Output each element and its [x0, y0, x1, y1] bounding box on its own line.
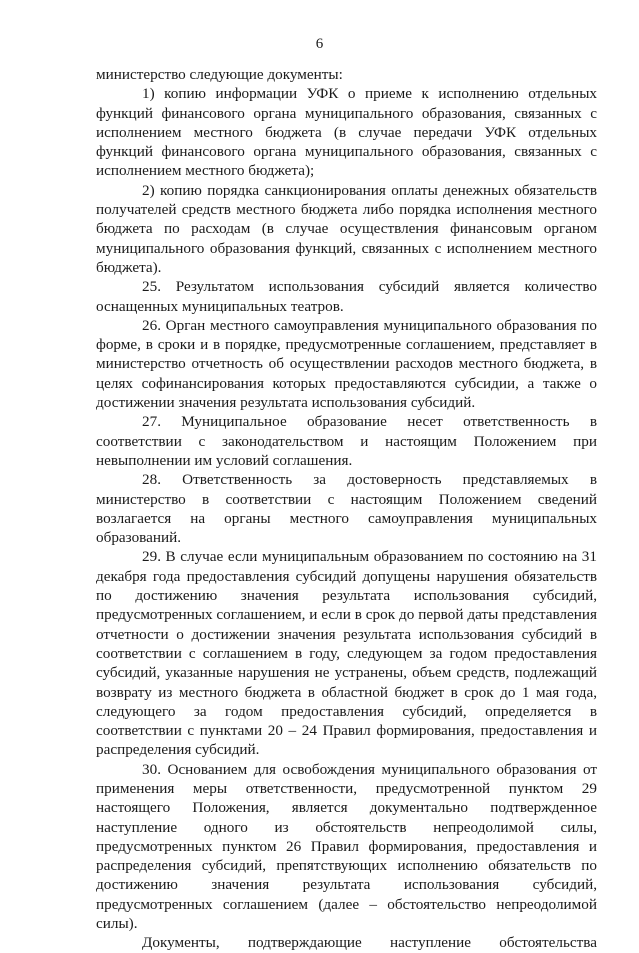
paragraph-28: 28. Ответственность за достоверность представляемых в министерство в соответствии с настоящим Положением сведений возлагается на органы местного самоуправления муниципальных образований. — [96, 471, 597, 547]
paragraph-30: 30. Основанием для освобождения муниципального образования от применения меры ответственности, предусмотренной пунктом 29 настоящего Положения, является документально подтвержденное наступление одного из обстоятельств непреодолимой силы, предусмотренных пунктом 26 Правил формирования, предоставления и распределения субсидий, препятствующих исполнению обязательств по достижению значения результата использования субсидий, предусмотренных соглашением (далее – обстоятельство непреодолимой силы). — [96, 760, 597, 933]
paragraph-item-1: 1) копию информации УФК о приеме к исполнению отдельных функций финансового органа муниципального образования, связанных с исполнением местного бюджета (в случае передачи УФК отдельных функций финансового органа муниципального образования, связанных с исполнением местного бюджета); — [96, 85, 597, 180]
paragraph-29: 29. В случае если муниципальным образованием по состоянию на 31 декабря года предоставления субсидий допущены нарушения обязательств по достижению значения результата использования субсидий, предусмотренных соглашением, и если в срок до первой даты представления отчетности о достижении значения результата использования субсидий в соответствии с соглашением в году, следующем за годом предоставления субсидий, указанные нарушения не устранены, объем средств, подлежащий возврату из местного бюджета в областной бюджет в срок до 1 мая года, следующего за годом предоставления субсидий, определяется в соответствии с пунктами 20 – 24 Правил формирования, предоставления и распределения субсидий. — [96, 548, 597, 759]
paragraph-intro: министерство следующие документы: — [96, 66, 343, 83]
paragraph-26: 26. Орган местного самоуправления муниципального образования по форме, в сроки и в порядке, предусмотренные соглашением, представляет в министерство отчетность об осуществлении расходов местного бюджета, в целях софинансирования которых предоставляются субсидии, а также о достижении значения результата использования субсидий. — [96, 316, 597, 412]
paragraph-item-2: 2) копию порядка санкционирования оплаты денежных обязательств получателей средств местного бюджета либо порядка исполнения местного бюджета по расходам (в случае осуществления финансовым органом муниципального образования функций, связанных с исполнением местного бюджета). — [96, 181, 597, 276]
document-body — [96, 65, 597, 953]
paragraph-27: 27. Муниципальное образование несет ответственность в соответствии с законодательством и настоящим Положением при невыполнении им условий соглашения. — [96, 413, 597, 469]
paragraph-documents: Документы, подтверждающие наступление обстоятельства — [142, 934, 597, 952]
page-number: 6 — [315, 36, 324, 52]
paragraph-25: 25. Результатом использования субсидий является количество оснащенных муниципальных театров. — [96, 278, 597, 315]
